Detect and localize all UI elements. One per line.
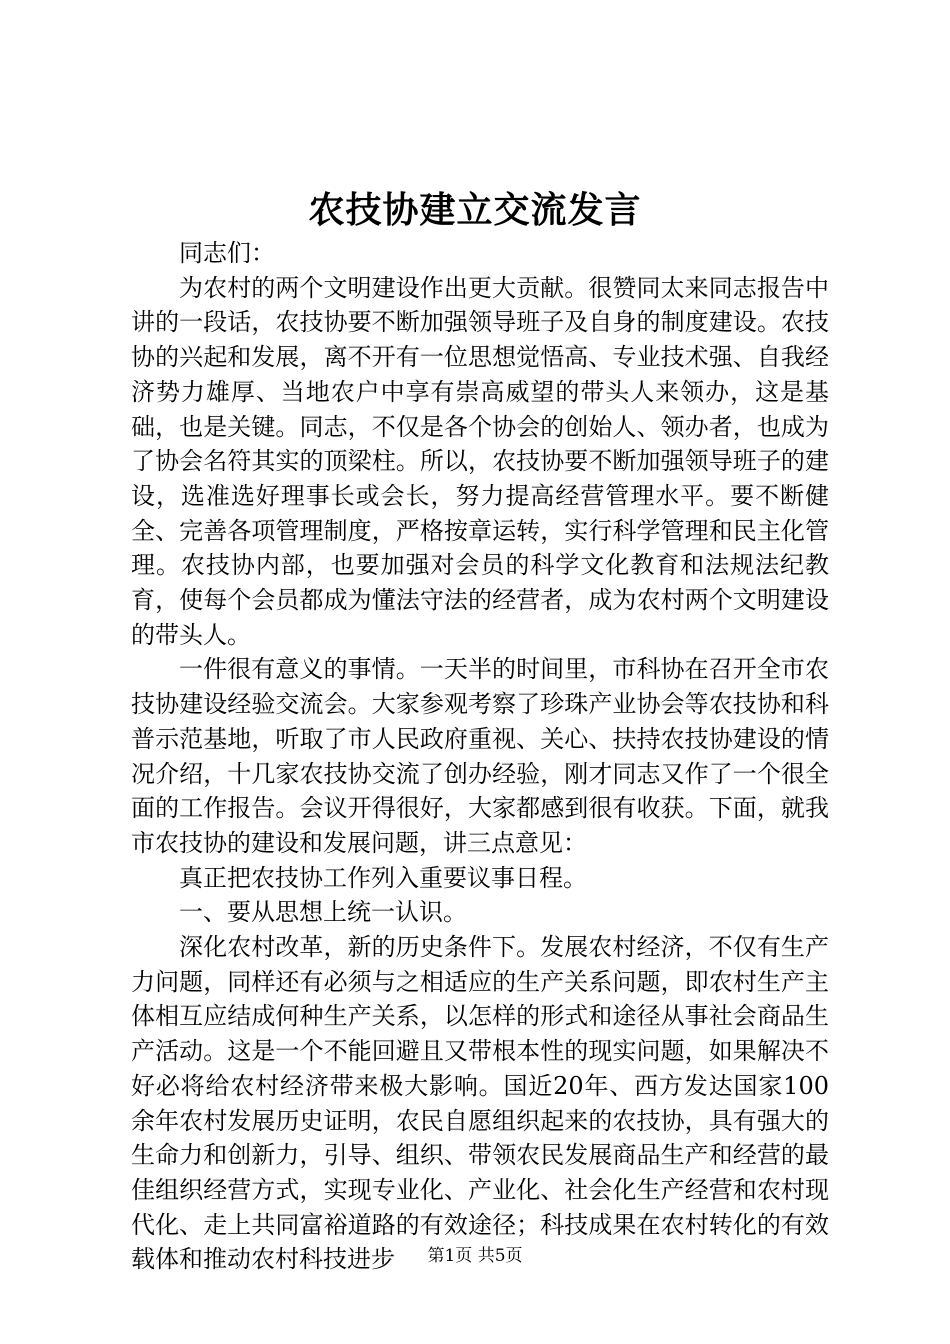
document-title: 农技协建立交流发言: [308, 189, 642, 231]
paragraph: 为农村的两个文明建设作出更大贡献。很赞同太来同志报告中讲的一段话，农技协要不断加强领导班子及自身的制度建设。农技协的兴起和发展，离不开有一位思想觉悟高、专业技术强、自我经济势力雄厚、当地农户中享有崇高威望的带头人来领办，这是基础，也是关键。同志，不仅是各个协会的创始人、领办者，也成为了协会名符其实的顶梁柱。所以，农技协要不断加强领导班子的建设，选准选好理事长或会长，努力提高经营管理水平。要不断健全、完善各项管理制度，严格按章运转，实行科学管理和民主化管理。农技协内部，也要加强对会员的科学文化教育和法规法纪教育，使每个会员都成为懂法守法的经营者，成为农村两个文明建设的带头人。: [131, 273, 829, 649]
document-body: [131, 236, 829, 1277]
section-heading: 一、要从思想上统一认识。: [179, 898, 467, 927]
paragraph: 深化农村改革，新的历史条件下。发展农村经济，不仅有生产力问题，同样还有必须与之相适应的生产关系问题，即农村生产主体相互应结成何种生产关系，以怎样的形式和途径从事社会商品生产活动。这是一个不能回避且又带根本性的现实问题，如果解决不好必将给农村经济带来极大影响。国近20年、西方发达国家100余年农村发展历史证明，农民自愿组织起来的农技协，具有强大的生命力和创新力，引导、组织、带领农民发展商品生产和经营的最佳组织经营方式，实现专业化、产业化、社会化生产经营和农村现代化、走上共同富裕道路的有效途径；科技成果在农村转化的有效载体和推动农村科技进步: [131, 933, 829, 1274]
salutation: 同志们：: [179, 239, 275, 267]
paragraph: 一件很有意义的事情。一天半的时间里，市科协在召开全市农技协建设经验交流会。大家参观考察了珍珠产业协会等农技协和科普示范基地，听取了市人民政府重视、关心、扶持农技协建设的情况介绍，十几家农技协交流了创办经验，刚才同志又作了一个很全面的工作报告。会议开得很好，大家都感到很有收获。下面，就我市农技协的建设和发展问题，讲三点意见：: [131, 655, 829, 857]
page-footer: 第1页 共5页: [427, 1246, 523, 1266]
paragraph: 真正把农技协工作列入重要议事日程。: [179, 863, 587, 892]
